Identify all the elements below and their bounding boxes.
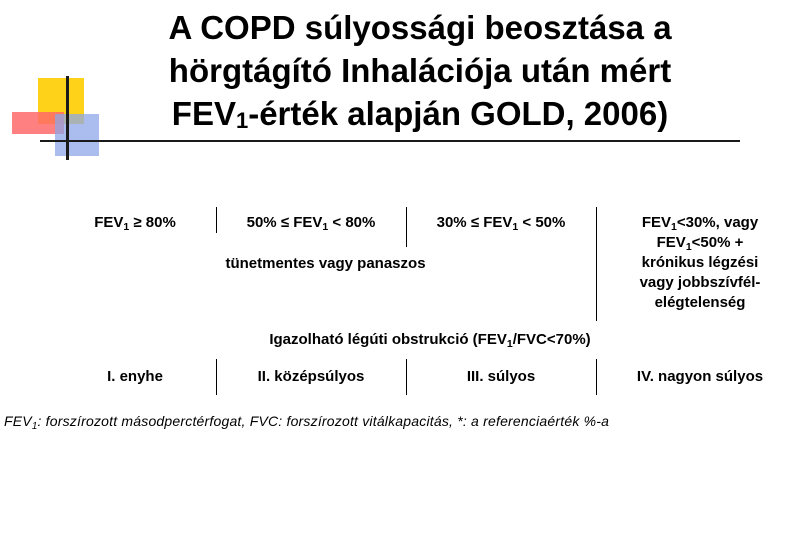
table-divider: [216, 207, 217, 233]
title-line-3: $FEV_1$-érték alapján GOLD, 2006): [171, 95, 669, 133]
title-line-2: hörgtágító Inhalációja után mért: [168, 52, 672, 89]
gold-classification-table: [55, 207, 805, 397]
symptoms-label: tünetmentes vagy panaszos: [225, 255, 426, 272]
table-divider: [216, 359, 217, 395]
fev1-range-mild: $FEV_1 \ge 80\%$: [94, 214, 176, 233]
fev1-range-moderate: $50\% \le FEV_1 < 80\%$: [246, 214, 376, 233]
stage-3-label: III. súlyos: [466, 368, 536, 385]
footnote: $FEV_1$: forszírozott másodperctérfogat, FVC: forszírozott vitálkapacitás, *: a referenciaérték %-a: [4, 413, 610, 432]
table-divider: [406, 359, 407, 395]
stage-4-label: IV. nagyon súlyos: [636, 368, 764, 385]
stage-2-label: II. középsúlyos: [257, 368, 365, 385]
title-underline: [40, 140, 740, 142]
fev1-range-severe: $30\% \le FEV_1 < 50\%$: [436, 214, 566, 233]
table-divider: [406, 207, 407, 247]
table-divider: [596, 207, 597, 321]
title-line-1: A COPD súlyossági beosztása a: [168, 9, 672, 46]
table-divider: [596, 359, 597, 395]
decor-vertical-line: [66, 76, 69, 160]
fev1-range-very-severe: $FEV_1<30\%$, vagy $FEV_1<50\%$ + krónikus légzési vagy jobbszívfél- elégtelenség: [639, 214, 761, 311]
stage-1-label: I. enyhe: [107, 368, 163, 385]
slide-title: [100, 6, 740, 135]
decor-blue-square: [55, 114, 99, 156]
obstruction-label: Igazolható légúti obstrukció $(FEV_1/FVC<70\%)$: [269, 331, 591, 350]
